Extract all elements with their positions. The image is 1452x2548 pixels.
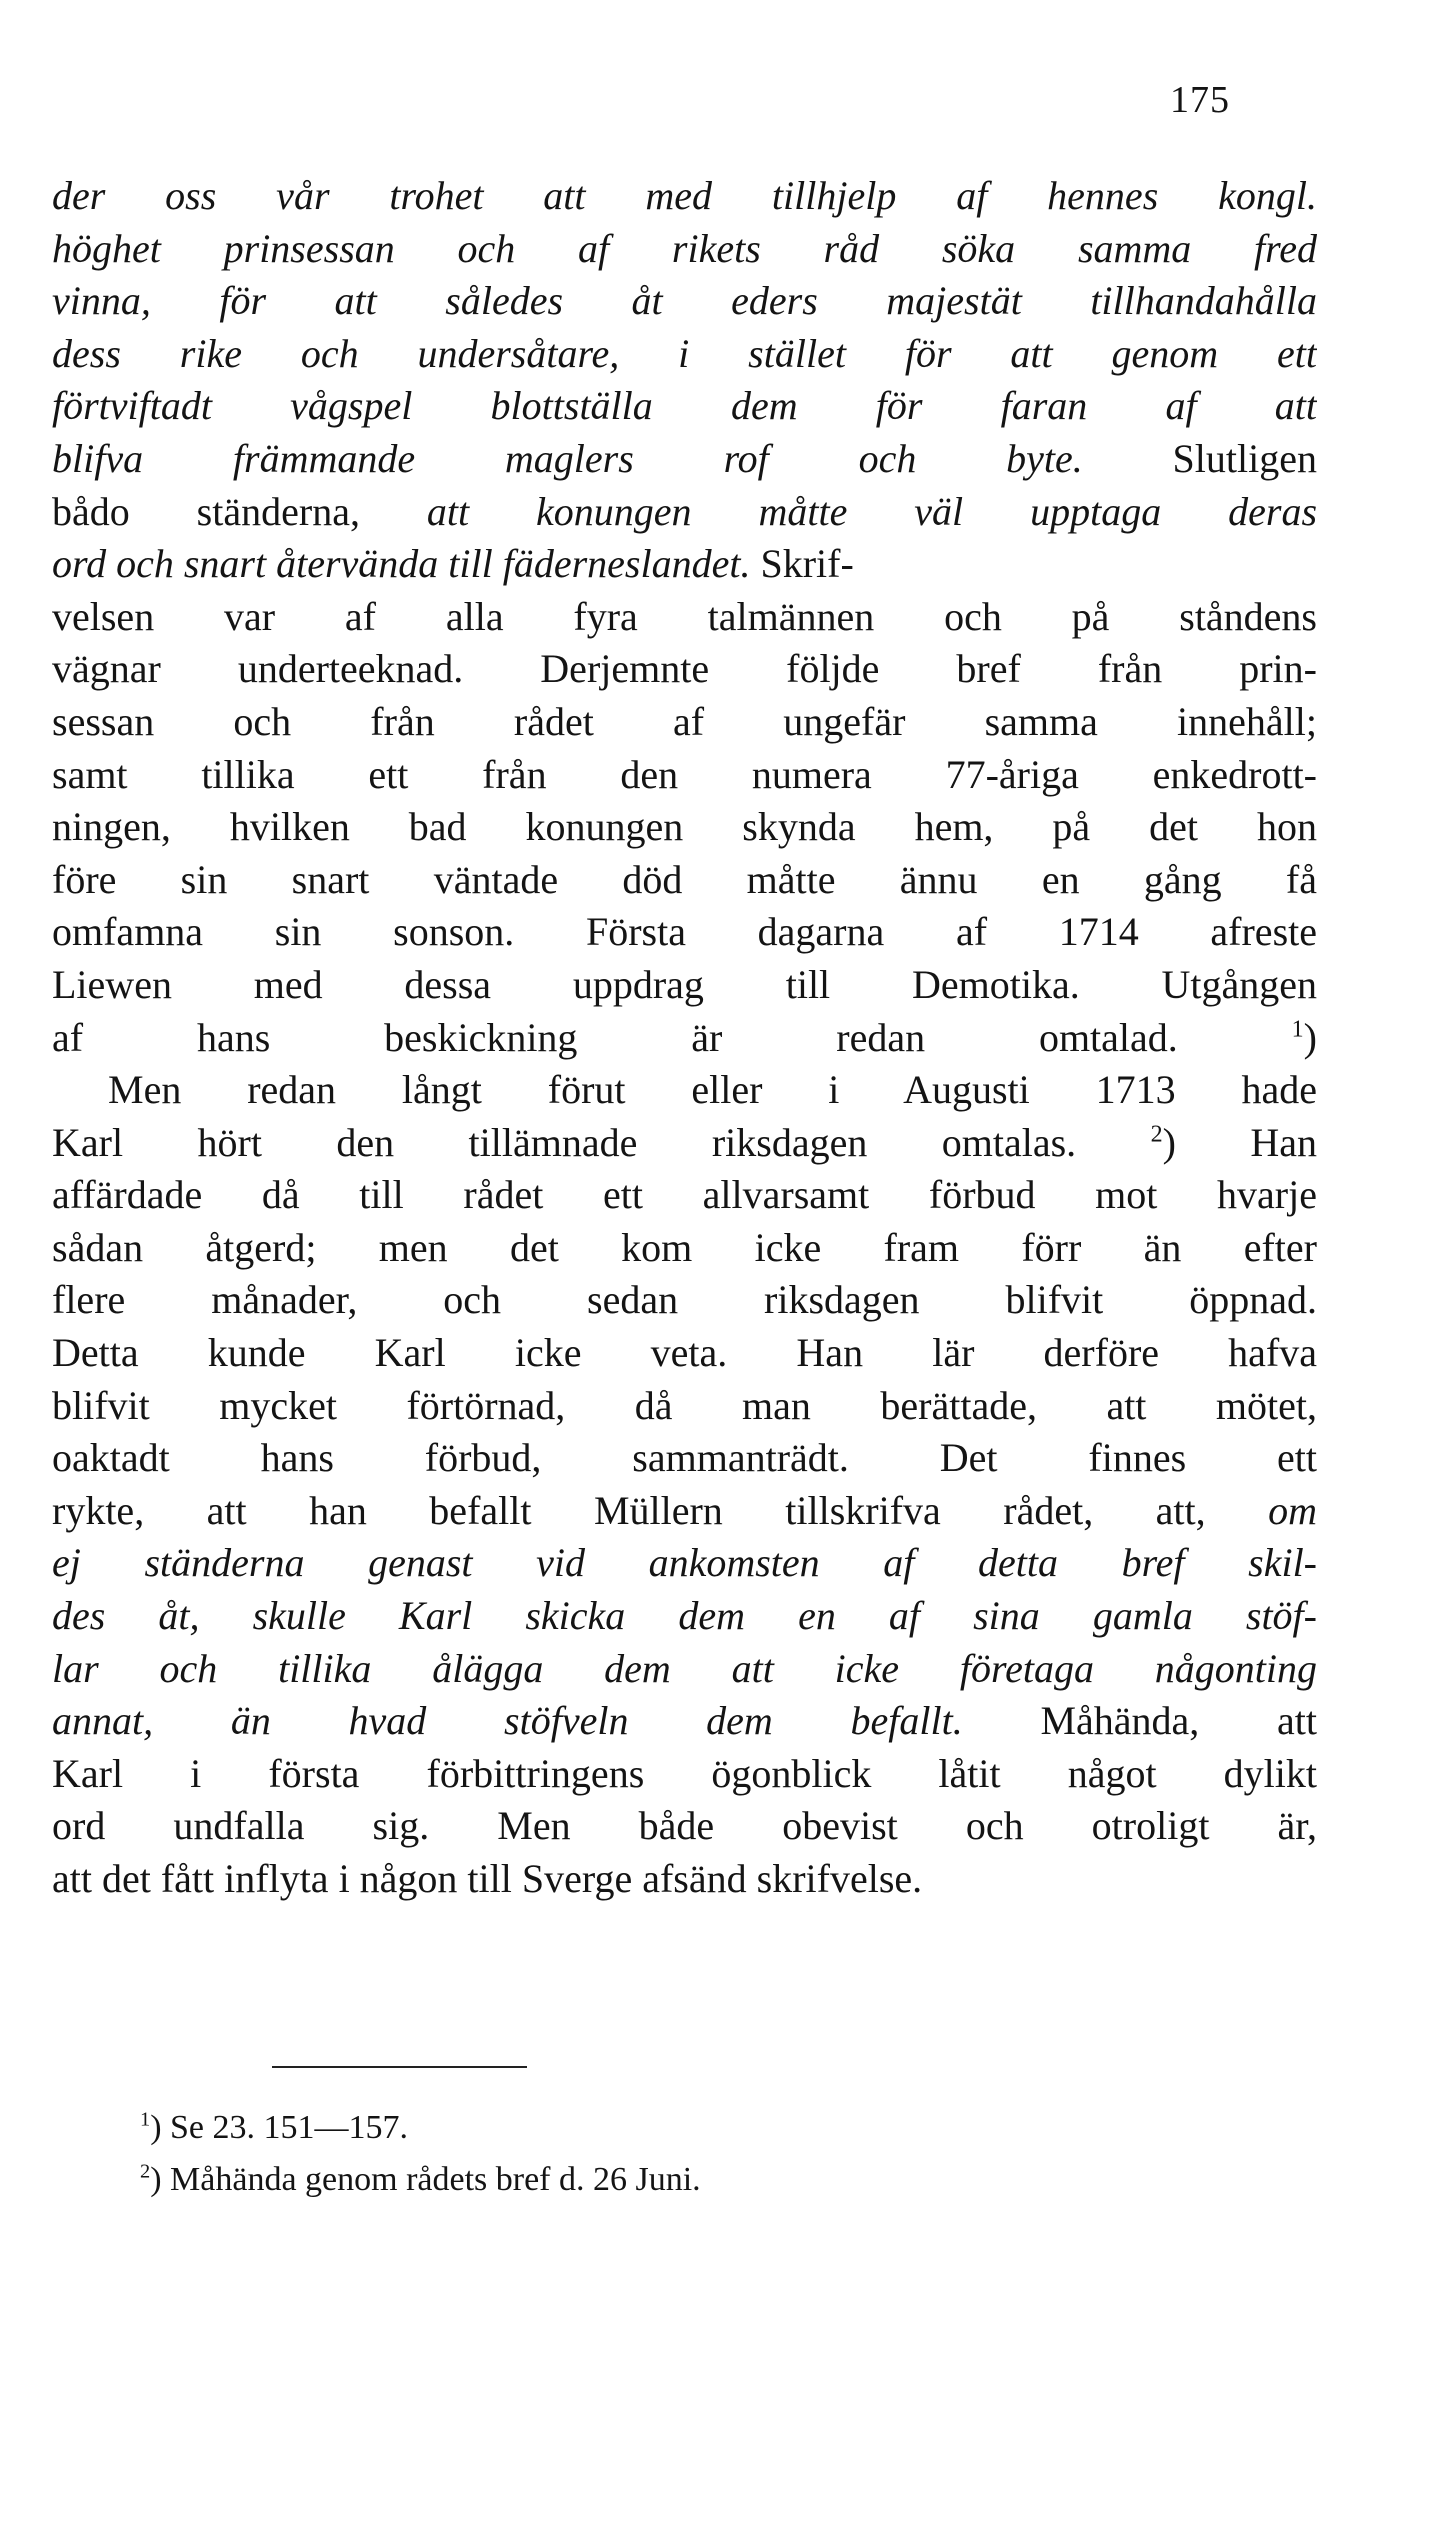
- footnote-mark: 1: [140, 2108, 151, 2131]
- text-line: [52, 1222, 1317, 1275]
- text-segment: velsen var af alla fyra talmännen och på ståndens: [52, 593, 1317, 639]
- footnote-mark: 2: [140, 2160, 151, 2183]
- text-line: [52, 1169, 1317, 1222]
- text-line: [52, 1695, 1317, 1748]
- text-segment: Måhända, att: [962, 1698, 1317, 1744]
- text-segment: af hans beskickning är redan omtalad.: [52, 1014, 1292, 1060]
- text-line: [52, 1590, 1317, 1643]
- text-line: [52, 906, 1317, 959]
- page-number: 175: [1170, 79, 1230, 121]
- text-line: [52, 1012, 1317, 1065]
- text-line: [52, 328, 1317, 381]
- text-segment: affärdade då till rådet ett allvarsamt förbud mot hvarje: [52, 1172, 1317, 1218]
- text-line: [52, 1537, 1317, 1590]
- text-segment: ) Han: [1162, 1119, 1317, 1165]
- text-line: [52, 1853, 1317, 1906]
- italic-text: des åt, skulle Karl skicka dem en af sina gamla stöf-: [52, 1593, 1317, 1639]
- text-line: [52, 854, 1317, 907]
- footnote-text: ) Måhända genom rådets bref d. 26 Juni.: [150, 2161, 701, 2198]
- text-line: [52, 1432, 1317, 1485]
- text-line: [52, 1274, 1317, 1327]
- text-line: [52, 1485, 1317, 1538]
- text-line: [52, 1800, 1317, 1853]
- text-segment: vägnar underteeknad. Derjemnte följde bref från prin-: [52, 646, 1317, 692]
- text-line: [52, 1748, 1317, 1801]
- italic-text: der oss vår trohet att med tillhjelp af hennes kongl.: [52, 173, 1317, 218]
- text-line: [52, 749, 1317, 802]
- text-line: [52, 275, 1317, 328]
- text-segment: ningen, hvilken bad konungen skynda hem, på det hon: [52, 804, 1317, 850]
- italic-text: ej ständerna genast vid ankomsten af detta bref skil-: [52, 1540, 1317, 1586]
- italic-text: att konungen måtte väl upptaga deras: [426, 488, 1317, 534]
- text-line: [52, 433, 1317, 486]
- italic-text: blifva främmande maglers rof och byte.: [52, 435, 1083, 481]
- text-line: [52, 1327, 1317, 1380]
- footnote-divider: [272, 2066, 527, 2068]
- text-line: [52, 1380, 1317, 1433]
- text-line: [52, 170, 1317, 223]
- text-segment: Detta kunde Karl icke veta. Han lär derföre hafva: [52, 1330, 1317, 1376]
- text-segment: Skrif-: [750, 541, 854, 587]
- text-segment: ord undfalla sig. Men både obevist och otroligt är,: [52, 1803, 1317, 1849]
- footnote-text: ) Se 23. 151—157.: [150, 2109, 409, 2146]
- text-segment: före sin snart väntade död måtte ännu en gång få: [52, 856, 1317, 902]
- text-line: [52, 486, 1317, 539]
- text-line: [52, 380, 1317, 433]
- body-text: [52, 170, 1317, 1906]
- italic-text: ord och snart återvända till fäderneslandet.: [52, 541, 751, 587]
- italic-text: om: [1268, 1487, 1317, 1533]
- text-segment: flere månader, och sedan riksdagen blifvit öppnad.: [52, 1277, 1317, 1323]
- text-line: [52, 1064, 1317, 1117]
- text-segment: Slutligen: [1082, 435, 1317, 481]
- italic-text: vinna, för att således åt eders majestät tillhandahålla: [52, 278, 1317, 324]
- text-segment: sådan åtgerd; men det kom icke fram förr än efter: [52, 1224, 1317, 1270]
- footnote-reference: 2: [1150, 1121, 1163, 1148]
- text-line: [52, 643, 1317, 696]
- footnote-1: [140, 2102, 1040, 2154]
- text-segment: samt tillika ett från den numera 77-åriga enkedrott-: [52, 751, 1317, 797]
- text-line: [52, 223, 1317, 276]
- footnote-2: [140, 2154, 1040, 2206]
- footnotes: [140, 2102, 1040, 2206]
- text-line: [52, 591, 1317, 644]
- italic-text: dess rike och undersåtare, i stället för att genom ett: [52, 330, 1317, 376]
- text-segment: omfamna sin sonson. Första dagarna af 1714 afreste: [52, 909, 1317, 955]
- text-line: [52, 801, 1317, 854]
- text-segment: Liewen med dessa uppdrag till Demotika. Utgången: [52, 961, 1317, 1007]
- text-segment: Karl hört den tillämnade riksdagen omtalas.: [52, 1119, 1151, 1165]
- text-line: [52, 696, 1317, 749]
- text-segment: rykte, att han befallt Müllern tillskrifva rådet, att,: [52, 1487, 1269, 1533]
- text-line: [52, 959, 1317, 1012]
- text-segment: Men redan långt förut eller i Augusti 1713 hade: [108, 1067, 1317, 1113]
- italic-text: förtviftadt vågspel blottställa dem för faran af att: [52, 383, 1317, 429]
- italic-text: lar och tillika ålägga dem att icke företaga någonting: [52, 1645, 1317, 1691]
- text-line: [52, 1643, 1317, 1696]
- text-segment: Karl i första förbittringens ögonblick låtit något dylikt: [52, 1750, 1317, 1796]
- italic-text: annat, än hvad stöfveln dem befallt.: [52, 1698, 963, 1744]
- text-segment: att det fått inflyta i någon till Sverge afsänd skrifvelse.: [52, 1856, 923, 1901]
- text-line: [52, 538, 1317, 591]
- text-segment: oaktadt hans förbud, sammanträdt. Det finnes ett: [52, 1435, 1317, 1481]
- text-line: [52, 1117, 1317, 1170]
- text-segment: blifvit mycket förtörnad, då man berättade, att mötet,: [52, 1382, 1317, 1428]
- text-segment: bådo ständerna,: [52, 488, 427, 534]
- text-segment: sessan och från rådet af ungefär samma innehåll;: [52, 698, 1317, 744]
- text-segment: ): [1303, 1014, 1317, 1060]
- footnote-reference: 1: [1291, 1016, 1304, 1043]
- italic-text: höghet prinsessan och af rikets råd söka samma fred: [52, 225, 1317, 271]
